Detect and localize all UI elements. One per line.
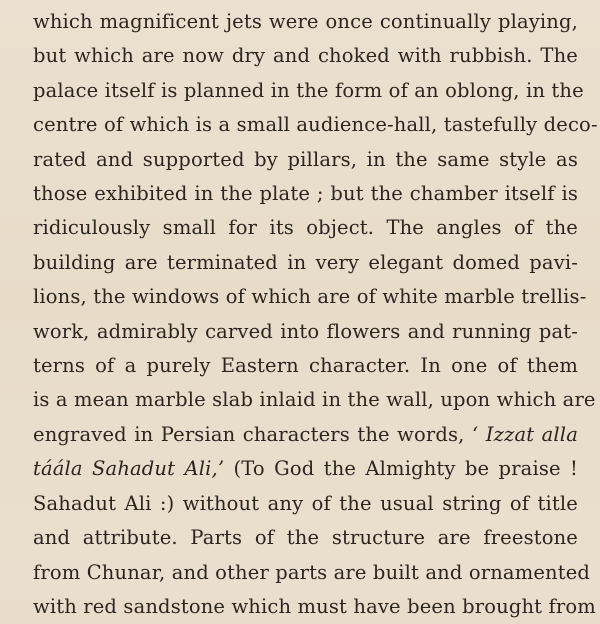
text-line xyxy=(33,452,578,486)
text-segment: (To God the Almighty be praise ! xyxy=(233,457,578,481)
italic-quote-segment: ‘ Izzat alla xyxy=(471,422,578,446)
text-line xyxy=(33,418,578,452)
text-line: with red sandstone which must have been brought from xyxy=(33,594,596,618)
text-line: but which are now dry and choked with rubbish. The xyxy=(33,44,578,68)
text-line: which magnificent jets were once continually playing, xyxy=(33,10,578,33)
text-line: from Chunar, and other parts are built and ornamented xyxy=(33,560,591,584)
text-line: those exhibited in the plate ; but the chamber itself is xyxy=(33,182,578,206)
text-line: and attribute. Parts of the structure are freestone xyxy=(33,526,578,550)
text-line: Sahadut Ali :) without any of the usual string of title xyxy=(33,491,578,515)
text-line: is a mean marble slab inlaid in the wall, upon which are xyxy=(33,388,596,412)
text-line: work, admirably carved into flowers and running pat- xyxy=(33,319,578,343)
text-line: building are terminated in very elegant domed pavi- xyxy=(33,250,578,274)
body-text xyxy=(33,5,598,624)
text-line: rated and supported by pillars, in the same style as xyxy=(33,147,578,171)
text-line: terns of a purely Eastern character. In one of them xyxy=(33,354,578,378)
text-segment: engraved in Persian characters the words, xyxy=(33,422,465,446)
italic-quote-segment: táála Sahadut Ali,’ xyxy=(33,457,225,481)
text-line: lions, the windows of which are of white marble trellis- xyxy=(33,285,587,309)
text-line: centre of which is a small audience-hall, tastefully deco- xyxy=(33,113,598,137)
text-line: ridiculously small for its object. The angles of the xyxy=(33,216,578,240)
text-line: palace itself is planned in the form of an oblong, in the xyxy=(33,78,584,102)
